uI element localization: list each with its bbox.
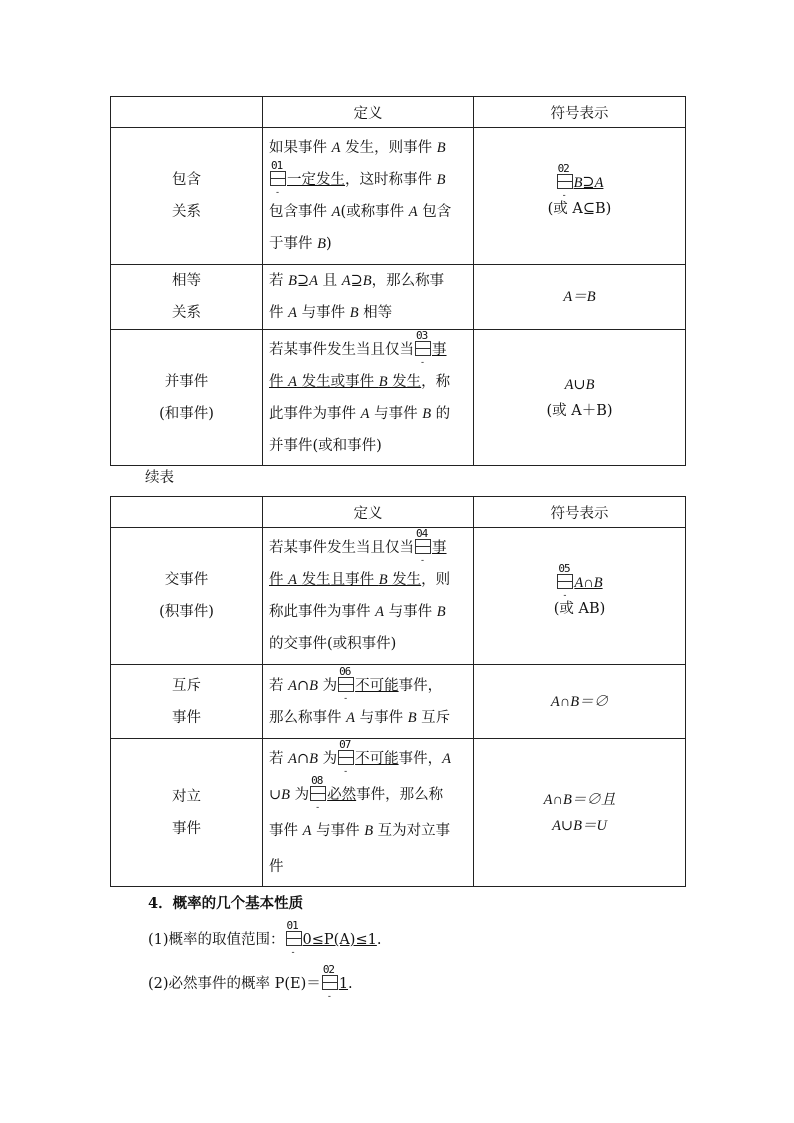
answer-text: 一定发生 xyxy=(287,172,345,188)
row-name: 包含 关系 xyxy=(111,128,263,265)
answer-text: 0≤P(A)≤1 xyxy=(302,932,377,948)
answer-text: 不可能 xyxy=(355,677,399,694)
answer-blank-icon: 03 - xyxy=(415,341,431,356)
row-symbol: A∪B (或 A＋B) xyxy=(474,330,686,466)
header-definition: 定义 xyxy=(263,497,474,528)
table-header-row xyxy=(111,97,686,128)
row-name: 并事件 (和事件) xyxy=(111,330,263,466)
row-definition: 若某事件发生当且仅当 04 - 事 件 A 发生且事件 B 发生，则 称此事件为事件 A 与事件 B 的交事件(或积事件) xyxy=(263,528,474,665)
table-row-inclusion xyxy=(111,128,686,265)
answer-blank-icon: 08 - xyxy=(310,786,326,801)
relations-table-continued xyxy=(110,496,686,887)
table-row-equal xyxy=(111,265,686,330)
relations-table xyxy=(110,96,686,466)
table-row-union xyxy=(111,330,686,466)
answer-text: 件 A 发生或事件 B 发生 xyxy=(269,373,422,390)
answer-blank-icon: 05 - xyxy=(557,574,573,589)
answer-text: 不可能 xyxy=(355,750,399,767)
row-definition: 若某事件发生当且仅当 03 - 事 件 A 发生或事件 B 发生，称 此事件为事件 A 与事件 B 的 并事件(或和事件) xyxy=(263,330,474,466)
row-symbol: A∩B＝∅ xyxy=(474,665,686,739)
answer-blank-icon: 07 - xyxy=(338,750,354,765)
property-item-1: (1)概率的取值范围： 01 - 0≤P(A)≤1. xyxy=(148,919,382,958)
row-name: 互斥 事件 xyxy=(111,665,263,739)
row-definition: 若 A∩B 为 07 - 不可能事件，A ∪B 为 08 - 必然事件，那么称 事件 A 与事件 B 互为对立事 件 xyxy=(263,739,474,887)
row-definition: 如果事件 A 发生，则事件 B 01 - 一定发生，这时称事件 B 包含事件 A(或称事件 A 包含 于事件 B) xyxy=(263,128,474,265)
row-symbol: A＝B xyxy=(474,265,686,330)
header-empty xyxy=(111,497,263,528)
row-name: 交事件 (积事件) xyxy=(111,528,263,665)
property-item-2: (2)必然事件的概率 P(E)＝ 02 - 1. xyxy=(148,963,353,1002)
answer-blank-icon: 06 - xyxy=(338,677,354,692)
answer-blank-icon: 02 - xyxy=(557,174,573,189)
header-definition: 定义 xyxy=(263,97,474,128)
answer-text: A∩B xyxy=(574,575,603,591)
table-row-intersection xyxy=(111,528,686,665)
answer-blank-icon: 01 - xyxy=(270,171,286,186)
table-row-exclusive xyxy=(111,665,686,739)
row-symbol: 05 - A∩B (或 AB) xyxy=(474,528,686,665)
row-name: 对立 事件 xyxy=(111,739,263,887)
header-symbol: 符号表示 xyxy=(474,97,686,128)
header-empty xyxy=(111,97,263,128)
row-definition: 若 B⊇A 且 A⊇B，那么称事 件 A 与事件 B 相等 xyxy=(263,265,474,330)
section-title: 4．概率的几个基本性质 xyxy=(148,895,304,912)
row-symbol: A∩B＝∅且 A∪B＝U xyxy=(474,739,686,887)
row-name: 相等 关系 xyxy=(111,265,263,330)
answer-text: 件 A 发生且事件 B 发生 xyxy=(269,572,422,588)
answer-blank-icon: 01 - xyxy=(286,931,302,946)
table-row-opposite xyxy=(111,739,686,887)
header-symbol: 符号表示 xyxy=(474,497,686,528)
table-header-row xyxy=(111,497,686,528)
continued-label: 续表 xyxy=(145,470,174,486)
row-definition: 若 A∩B 为 06 - 不可能事件， 那么称事件 A 与事件 B 互斥 xyxy=(263,665,474,739)
answer-blank-icon: 04 - xyxy=(415,539,431,554)
answer-text: 1 xyxy=(338,976,349,992)
answer-text: B⊇A xyxy=(573,175,604,191)
answer-blank-icon: 02 - xyxy=(322,975,338,990)
row-symbol: 02 - B⊇A (或 A⊆B) xyxy=(474,128,686,265)
answer-text: 必然 xyxy=(327,786,357,803)
